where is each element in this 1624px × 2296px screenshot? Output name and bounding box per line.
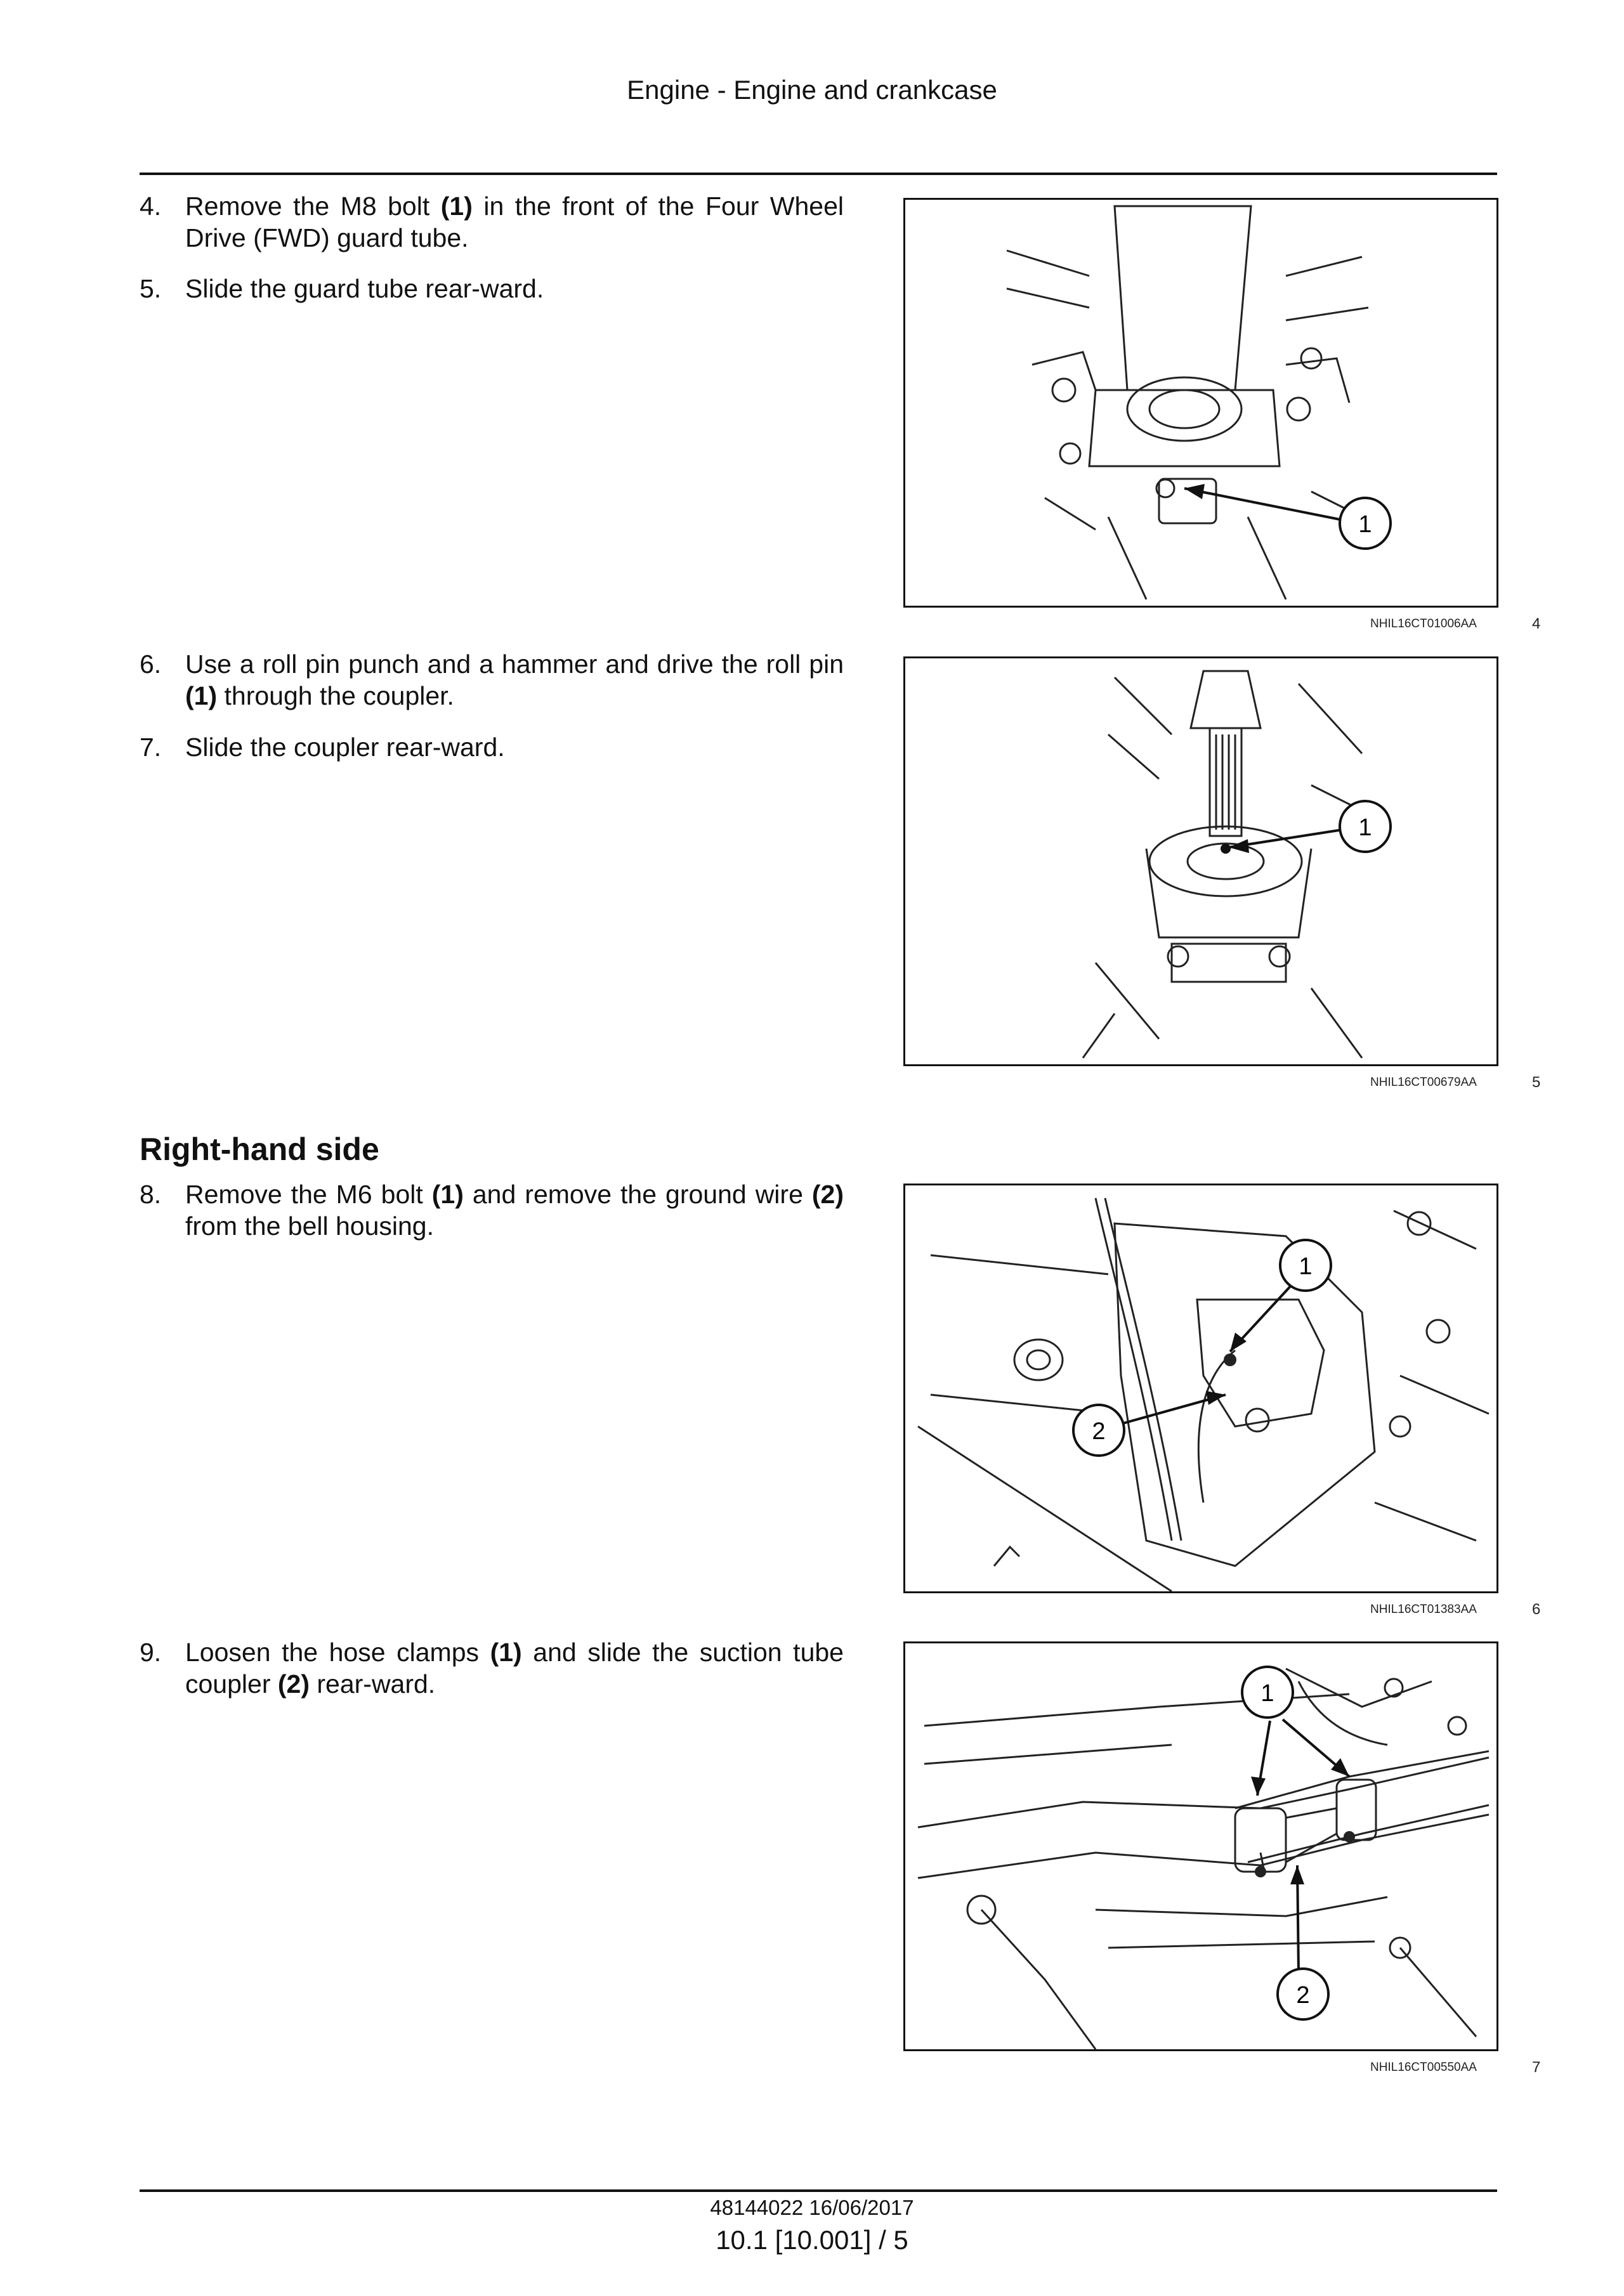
callout-ref: (1): [185, 681, 218, 710]
figure-code: NHIL16CT00679AA: [1370, 1076, 1477, 1089]
figure-callout: 1: [1358, 511, 1372, 538]
figure-7-image: [903, 1641, 1498, 2051]
figure-number: 6: [1532, 1601, 1541, 1618]
step-text: [185, 731, 844, 763]
step-text-part: Slide the coupler rear-ward.: [185, 733, 505, 762]
figure-code: NHIL16CT00550AA: [1370, 2061, 1477, 2074]
step-text: [185, 1178, 844, 1242]
figure-callout: 1: [1261, 1680, 1274, 1707]
step-number: 6.: [140, 649, 162, 679]
step-text: [185, 190, 844, 254]
footer-document-reference: 48144022 16/06/2017: [710, 2196, 914, 2219]
step-text-part: Loosen the hose clamps: [185, 1638, 490, 1667]
step-5: [140, 273, 844, 304]
callout-ref: (2): [811, 1180, 844, 1209]
step-9: [140, 1636, 844, 1700]
figure-callout: 1: [1358, 814, 1372, 841]
footer-page-reference: 10.1 [10.001] / 5: [716, 2225, 908, 2255]
step-number: 8.: [140, 1180, 162, 1209]
header-rule: [140, 173, 1497, 175]
step-number: 5.: [140, 274, 162, 303]
step-6: [140, 648, 844, 712]
figure-4-drawing: [905, 200, 1496, 606]
step-text-part: in the front of the Four Wheel Drive (FWD) guard tube.: [185, 192, 844, 252]
figure-7-drawing: [905, 1643, 1496, 2049]
figure-number: 5: [1532, 1074, 1541, 1091]
footer-rule: [140, 2189, 1497, 2192]
figure-4-image: [903, 198, 1498, 608]
step-text-part: and remove the ground wire: [463, 1180, 812, 1209]
step-text-part: Slide the guard tube rear-ward.: [185, 274, 544, 303]
figure-callout: 2: [1092, 1418, 1106, 1445]
figure-5-image: [903, 656, 1498, 1066]
figure-6-image: [903, 1184, 1498, 1593]
figure-6-drawing: [905, 1185, 1496, 1591]
step-7: [140, 731, 844, 763]
figure-callout: 2: [1296, 1982, 1310, 2009]
step-number: 9.: [140, 1638, 162, 1667]
step-text-part: Remove the M8 bolt: [185, 192, 441, 221]
figure-code: NHIL16CT01383AA: [1370, 1603, 1477, 1616]
callout-ref: (1): [440, 192, 473, 221]
callout-ref: (2): [277, 1669, 310, 1699]
step-text: [185, 273, 844, 304]
figure-number: 4: [1532, 615, 1541, 632]
step-number: 7.: [140, 733, 162, 762]
step-text: [185, 648, 844, 712]
callout-ref: (1): [431, 1180, 464, 1209]
section-title: Right-hand side: [140, 1132, 379, 1167]
step-text: [185, 1636, 844, 1700]
step-4: [140, 190, 844, 254]
step-number: 4.: [140, 192, 162, 221]
figure-code: NHIL16CT01006AA: [1370, 617, 1477, 630]
step-text-part: from the bell housing.: [185, 1211, 435, 1241]
figure-callout: 1: [1299, 1253, 1313, 1280]
callout-ref: (1): [490, 1638, 522, 1667]
step-text-part: and slide the suction tube coupler: [185, 1638, 844, 1699]
figure-5-drawing: [905, 658, 1496, 1064]
figure-number: 7: [1532, 2059, 1541, 2076]
page-header: Engine - Engine and crankcase: [627, 75, 997, 105]
step-text-part: rear-ward.: [309, 1669, 436, 1699]
step-8: [140, 1178, 844, 1242]
step-text-part: Remove the M6 bolt: [185, 1180, 432, 1209]
step-text-part: Use a roll pin punch and a hammer and drive the roll pin: [185, 649, 844, 679]
step-text-part: through the coupler.: [217, 681, 454, 710]
